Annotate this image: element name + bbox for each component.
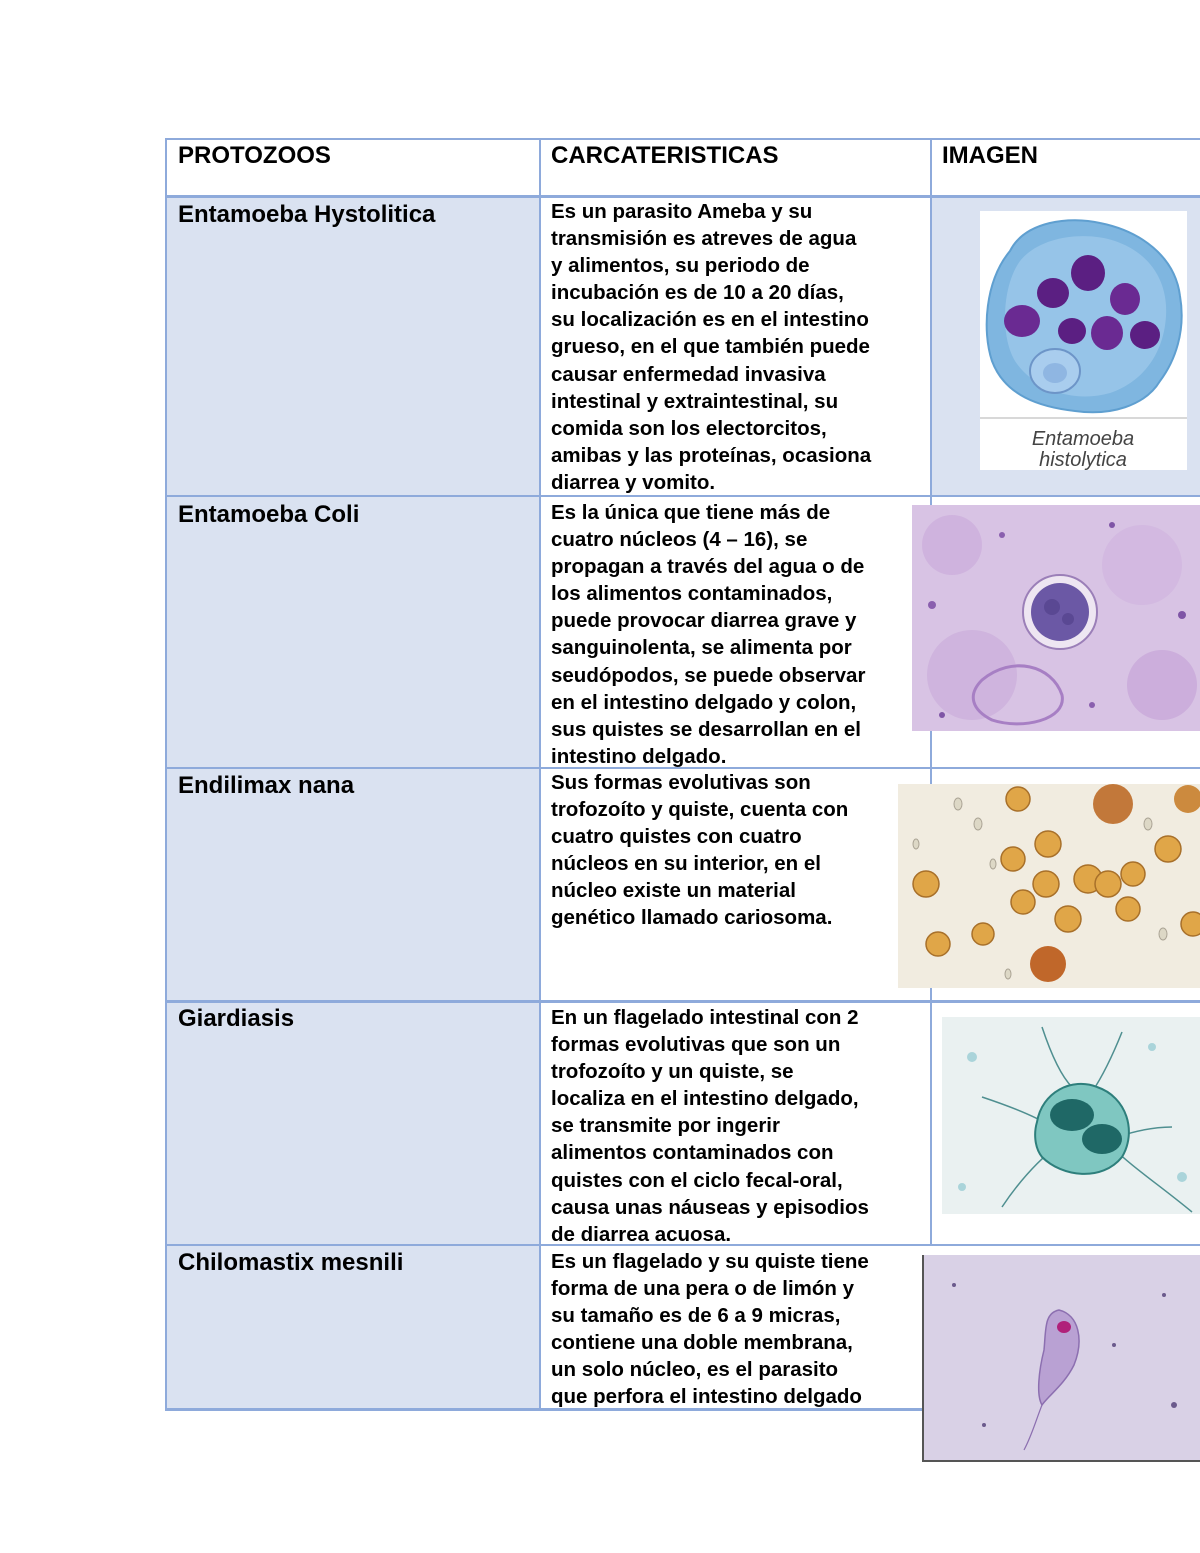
description-line: que perfora el intestino delgado (551, 1385, 862, 1409)
protozoa-name: Giardiasis (178, 1005, 295, 1032)
chilomastix-image (922, 1255, 1200, 1462)
description-line: comida son los electorcitos, (551, 416, 827, 440)
description-line: sus quistes se desarrollan en el (551, 717, 861, 741)
description-line: genético llamado cariosoma. (551, 906, 833, 930)
description-line: puede provocar diarrea grave y (551, 609, 857, 633)
protozoa-description (551, 499, 921, 770)
table-border (165, 138, 167, 1411)
description-line: en el intestino delgado y colon, (551, 690, 857, 714)
description-line: quistes con el ciclo fecal-oral, (551, 1168, 843, 1192)
description-line: amibas y las proteínas, ocasiona (551, 443, 872, 467)
shaded-cell (167, 197, 539, 1408)
giardia-image (942, 1017, 1200, 1214)
endolimax-nana-image (898, 784, 1200, 988)
image-caption-line-2: histolytica (1039, 449, 1127, 470)
description-line: núcleo existe un material (551, 879, 796, 903)
entamoeba-coli-image (912, 505, 1200, 731)
image-caption-line-1: Entamoeba (1031, 428, 1135, 450)
entamoeba-histolytica-image (980, 211, 1187, 470)
description-line: de diarrea acuosa. (551, 1222, 732, 1246)
description-line: Sus formas evolutivas son (551, 771, 811, 794)
column-header-caracteristicas: CARCATERISTICAS (551, 142, 779, 169)
description-line: Es un parasito Ameba y su (551, 200, 813, 223)
protozoa-description (551, 198, 921, 496)
table-border (539, 138, 541, 1411)
description-line: causar enfermedad invasiva (551, 362, 826, 386)
description-line: núcleos en su interior, en el (551, 852, 821, 876)
description-line: un solo núcleo, es el parasito (551, 1358, 839, 1382)
description-line: los alimentos contaminados, (551, 582, 833, 606)
description-line: contiene una doble membrana, (551, 1331, 853, 1355)
table-border (165, 138, 1200, 140)
protozoa-name: Entamoeba Hystolitica (178, 201, 436, 228)
description-line: grueso, en el que también puede (551, 335, 870, 359)
description-line: trofozoíto y quiste, cuenta con (551, 798, 849, 822)
description-line: su localización es en el intestino (551, 308, 869, 332)
description-line: sanguinolenta, se alimenta por (551, 636, 852, 660)
description-line: se transmite por ingerir (551, 1114, 780, 1138)
protozoa-name: Endilimax nana (178, 772, 355, 799)
protozoa-name: Entamoeba Coli (178, 501, 360, 528)
description-line: propagan a través del agua o de (551, 555, 865, 579)
description-line: su tamaño es de 6 a 9 micras, (551, 1304, 841, 1328)
description-line: formas evolutivas que son un (551, 1033, 841, 1057)
protozoa-description (551, 769, 921, 932)
description-line: alimentos contaminados con (551, 1141, 834, 1165)
protozoa-name: Chilomastix mesnili (178, 1249, 404, 1276)
table-border (165, 1000, 1200, 1003)
description-line: y alimentos, su periodo de (551, 254, 810, 278)
description-line: incubación es de 10 a 20 días, (551, 281, 844, 305)
description-line: diarrea y vomito. (551, 470, 716, 494)
description-line: causa unas náuseas y episodios (551, 1195, 869, 1219)
description-line: Es la única que tiene más de (551, 501, 831, 524)
description-line: En un flagelado intestinal con 2 (551, 1006, 859, 1029)
description-line: localiza en el intestino delgado, (551, 1087, 859, 1111)
protozoa-description (551, 1004, 921, 1248)
description-line: trofozoíto y un quiste, se (551, 1060, 794, 1084)
description-line: intestinal y extraintestinal, su (551, 389, 839, 413)
description-line: cuatro núcleos (4 – 16), se (551, 528, 808, 552)
description-line: cuatro quistes con cuatro (551, 825, 802, 849)
column-header-protozoos: PROTOZOOS (178, 142, 331, 169)
column-header-imagen: IMAGEN (942, 142, 1038, 169)
description-line: Es un flagelado y su quiste tiene (551, 1250, 869, 1273)
description-line: forma de una pera o de limón y (551, 1277, 855, 1301)
description-line: intestino delgado. (551, 744, 727, 768)
description-line: seudópodos, se puede observar (551, 663, 866, 687)
protozoa-description (551, 1248, 921, 1411)
description-line: transmisión es atreves de agua (551, 227, 857, 251)
